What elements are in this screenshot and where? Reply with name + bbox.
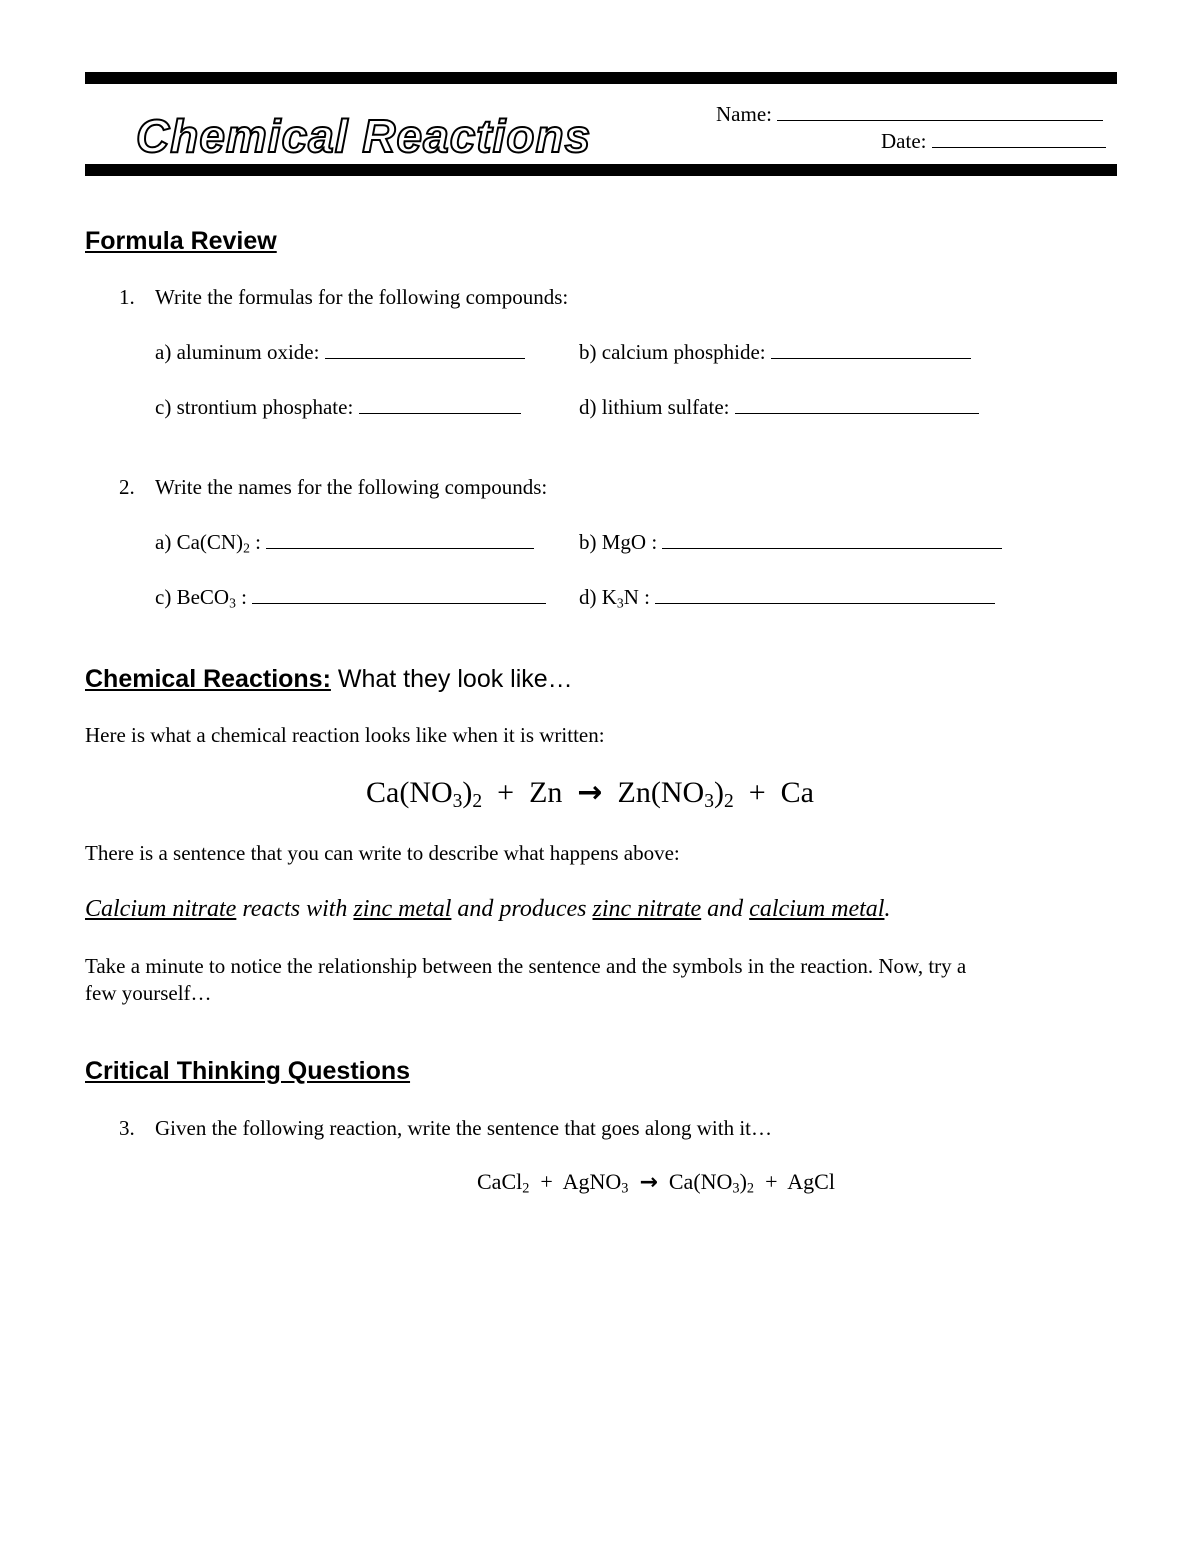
q2-a-blank[interactable]	[266, 528, 534, 549]
question-text: Given the following reaction, write the sentence that goes along with it…	[155, 1116, 772, 1140]
name-field[interactable]	[716, 100, 1103, 127]
q2-c-formula: c) BeCO	[155, 585, 230, 609]
q1-item-a	[155, 338, 525, 366]
question-number: 3.	[119, 1116, 135, 1140]
q2-item-c	[155, 583, 546, 611]
q2-d-blank[interactable]	[655, 583, 995, 604]
subscript: 2	[723, 790, 734, 812]
subscript: 2	[472, 790, 483, 812]
question-3	[119, 1115, 772, 1142]
q2-item-b	[579, 528, 1002, 556]
note-line-2: few yourself…	[85, 981, 212, 1005]
paren: )	[713, 776, 724, 809]
sentence-text: .	[884, 896, 891, 922]
reactions-heading	[85, 664, 573, 694]
critical-thinking-heading: Critical Thinking Questions	[85, 1057, 411, 1085]
q2-a-formula: a) Ca(CN)	[155, 530, 244, 554]
question-1	[119, 284, 568, 311]
q2-a-colon: :	[249, 530, 261, 554]
q1-a-blank[interactable]	[325, 338, 525, 359]
q2-c-blank[interactable]	[252, 583, 546, 604]
q2-d-colon: N :	[623, 585, 650, 609]
q1-c-blank[interactable]	[359, 393, 521, 414]
plus-sign: +	[748, 776, 766, 809]
note-line-1: Take a minute to notice the relationship between the sentence and the symbols in the reaction. Now, try a	[85, 954, 967, 978]
q1-c-label: c) strontium phosphate:	[155, 395, 354, 419]
q1-item-c	[155, 393, 521, 421]
formula-review-heading: Formula Review	[85, 227, 277, 255]
question-number: 1.	[119, 285, 135, 309]
page-title: Chemical Reactions	[136, 110, 592, 162]
reactant-2: AgNO	[562, 1169, 622, 1194]
reactant-2: Zn	[529, 776, 563, 809]
sentence-term: calcium metal	[749, 896, 885, 922]
subscript: 3	[621, 1180, 629, 1197]
subscript: 2	[746, 1180, 755, 1197]
subscript: 3	[704, 790, 714, 812]
reactions-heading-rest: What they look like…	[330, 665, 573, 693]
reaction-intro: Here is what a chemical reaction looks like when it is written:	[85, 723, 605, 747]
describe-text: There is a sentence that you can write to describe what happens above:	[85, 841, 680, 865]
example-equation	[366, 775, 814, 811]
q1-d-blank[interactable]	[735, 393, 979, 414]
q1-b-label: b) calcium phosphide:	[579, 340, 766, 364]
top-rule	[85, 72, 1117, 84]
paren: )	[739, 1169, 747, 1194]
product-2: AgCl	[787, 1169, 835, 1194]
plus-sign: +	[540, 1169, 553, 1194]
question-2	[119, 474, 547, 501]
q2-b-formula: b) MgO :	[579, 530, 658, 554]
arrow-icon: →	[639, 1170, 658, 1195]
subscript: 3	[229, 595, 236, 611]
plus-sign: +	[497, 776, 515, 809]
sentence-term: zinc nitrate	[592, 896, 702, 922]
arrow-icon: →	[577, 775, 603, 810]
paren: )	[462, 776, 473, 809]
subscript: 2	[243, 540, 250, 556]
q1-item-d	[579, 393, 979, 421]
date-label: Date:	[881, 129, 927, 153]
sentence-text: reacts with	[236, 896, 354, 922]
sentence-term: zinc metal	[353, 896, 452, 922]
product-1: Zn(NO	[617, 776, 705, 809]
q2-d-formula: d) K	[579, 585, 617, 609]
date-blank[interactable]	[932, 127, 1106, 148]
q1-item-b	[579, 338, 971, 366]
subscript: 2	[522, 1180, 530, 1197]
subscript: 3	[732, 1180, 740, 1197]
subscript: 3	[616, 595, 624, 611]
sentence-text: and	[701, 896, 750, 922]
reactions-heading-bold: Chemical Reactions:	[85, 665, 331, 693]
q2-item-a	[155, 528, 534, 556]
name-label: Name:	[716, 102, 772, 126]
q1-d-label: d) lithium sulfate:	[579, 395, 730, 419]
q1-b-blank[interactable]	[771, 338, 971, 359]
example-sentence	[85, 894, 890, 924]
product-2: Ca	[780, 776, 814, 809]
reactant-1: Ca(NO	[366, 776, 453, 809]
question-3-equation	[477, 1168, 835, 1197]
q2-c-colon: :	[235, 585, 247, 609]
plus-sign: +	[765, 1169, 778, 1194]
question-number: 2.	[119, 475, 135, 499]
sentence-text: and produces	[451, 896, 593, 922]
bottom-rule	[85, 164, 1117, 176]
question-text: Write the formulas for the following compounds:	[155, 285, 569, 309]
q2-item-d	[579, 583, 995, 611]
product-1: Ca(NO	[668, 1169, 733, 1194]
date-field[interactable]	[881, 127, 1106, 154]
q2-b-blank[interactable]	[662, 528, 1002, 549]
q1-a-label: a) aluminum oxide:	[155, 340, 320, 364]
question-text: Write the names for the following compounds:	[155, 475, 548, 499]
sentence-term: Calcium nitrate	[85, 896, 237, 922]
reactant-1: CaCl	[477, 1169, 523, 1194]
subscript: 3	[452, 790, 463, 812]
name-blank[interactable]	[777, 100, 1103, 121]
